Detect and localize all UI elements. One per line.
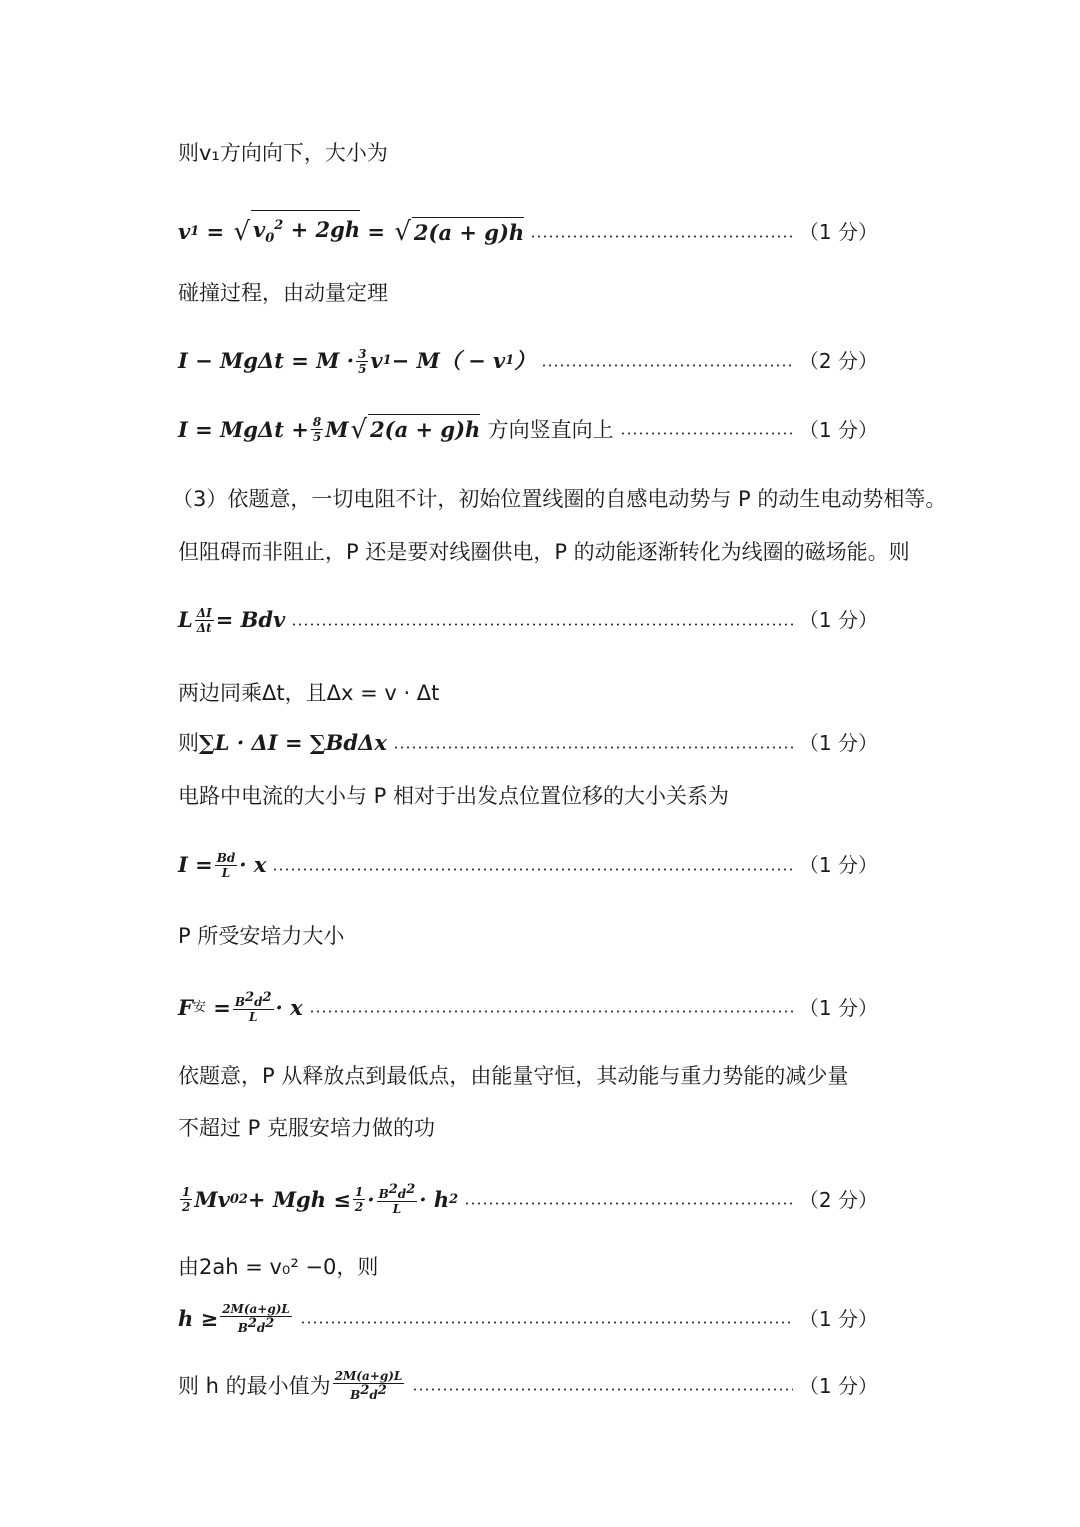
leader-dots: [300, 1321, 793, 1324]
equation-impulse-expr: I − MgΔt = M · $\frac{3}{5}$ v 1 − M（ − v 1 ）: [178, 346, 536, 376]
equation-impulse: [178, 346, 878, 376]
score-label: （2 分）: [798, 1187, 878, 1212]
leader-dots: [464, 1202, 793, 1205]
leader-dots: [309, 1010, 793, 1013]
score-label: （1 分）: [798, 1306, 878, 1331]
score-label: （1 分）: [798, 731, 878, 755]
equation-prefix: 则: [178, 731, 199, 755]
equation-impulse-result-expr: I = MgΔt + $\frac{8}{5}$ M √ 2(a + g)h 方向竖直向上: [178, 414, 614, 445]
score-label: （2 分）: [798, 349, 878, 373]
equation-sum-expr: 则 ∑L · ΔI = ∑BdΔx: [178, 728, 387, 758]
score-label: （1 分）: [798, 853, 878, 877]
equation-force-expr: F 安 = $\frac{B^2d^2}{L}$ · x: [178, 990, 303, 1024]
text-line-v1-direction: 则v₁方向向下，大小为: [178, 141, 388, 165]
leader-dots: [393, 746, 793, 749]
text-line-collision: 碰撞过程，由动量定理: [178, 281, 388, 305]
equation-h-inequality-expr: h ≥ $\frac{2M(a+g)L}{B^2d^2}$: [178, 1302, 290, 1335]
leader-dots: [541, 364, 793, 367]
equation-v1-magnitude: [178, 210, 878, 254]
equation-sum: [178, 728, 878, 758]
equation-suffix: 方向竖直向上: [487, 417, 614, 442]
equation-force: [178, 991, 878, 1024]
equation-energy-expr: $\frac{1}{2}$ Mv 0 2 + Mgh ≤ $\frac{1}{2}$ · $\frac{B^2d^2}{L}$ · h 2: [182, 1182, 459, 1216]
equation-h-inequality: [178, 1302, 878, 1335]
text-line-multiply: 两边同乘Δt，且Δx = v · Δt: [178, 681, 440, 705]
score-label: （1 分）: [798, 1373, 878, 1398]
equation-current: [178, 850, 878, 880]
score-label: （1 分）: [798, 995, 878, 1020]
equation-inductance: [178, 605, 878, 635]
text-line-ampere-force: P 所受安培力大小: [178, 924, 345, 948]
text-line-part3: （3）依题意，一切电阻不计，初始位置线圈的自感电动势与 P 的动生电动势相等。: [172, 487, 947, 511]
text-line-energy-conservation: 依题意，P 从释放点到最低点，由能量守恒，其动能与重力势能的减少量: [178, 1064, 849, 1088]
equation-v1-expr: v 1 = √ $v_0^2 + 2gh$ = √ 2(a + g)h: [178, 210, 524, 254]
text-line-kinematics: 由2ah = v₀² −0，则: [178, 1255, 379, 1279]
text-line-part3-cont: 但阻碍而非阻止，P 还是要对线圈供电，P 的动能逐渐转化为线圈的磁场能。则: [178, 540, 910, 564]
leader-dots: [291, 623, 793, 626]
equation-h-minimum: [178, 1369, 878, 1402]
leader-dots: [412, 1388, 793, 1391]
score-label: （1 分）: [798, 608, 878, 632]
score-label: （1 分）: [798, 417, 878, 442]
equation-impulse-result: [178, 414, 878, 445]
equation-current-expr: I = $\frac{Bd}{L}$ · x: [178, 850, 267, 880]
text-line-work: 不超过 P 克服安培力做的功: [178, 1116, 436, 1140]
leader-dots: [272, 868, 792, 871]
equation-h-minimum-expr: 则 h 的最小值为 $\frac{2M(a+g)L}{B^2d^2}$: [178, 1369, 403, 1402]
equation-energy: [178, 1183, 878, 1216]
leader-dots: [620, 432, 793, 435]
text-line-current-relation: 电路中电流的大小与 P 相对于出发点位置位移的大小关系为: [178, 784, 730, 808]
equation-inductance-expr: L $\frac{\Delta I}{\Delta t}$ = Bdv: [178, 605, 286, 635]
leader-dots: [530, 235, 793, 238]
equation-prefix: 则 h 的最小值为: [178, 1373, 331, 1398]
score-label: （1 分）: [798, 220, 878, 245]
